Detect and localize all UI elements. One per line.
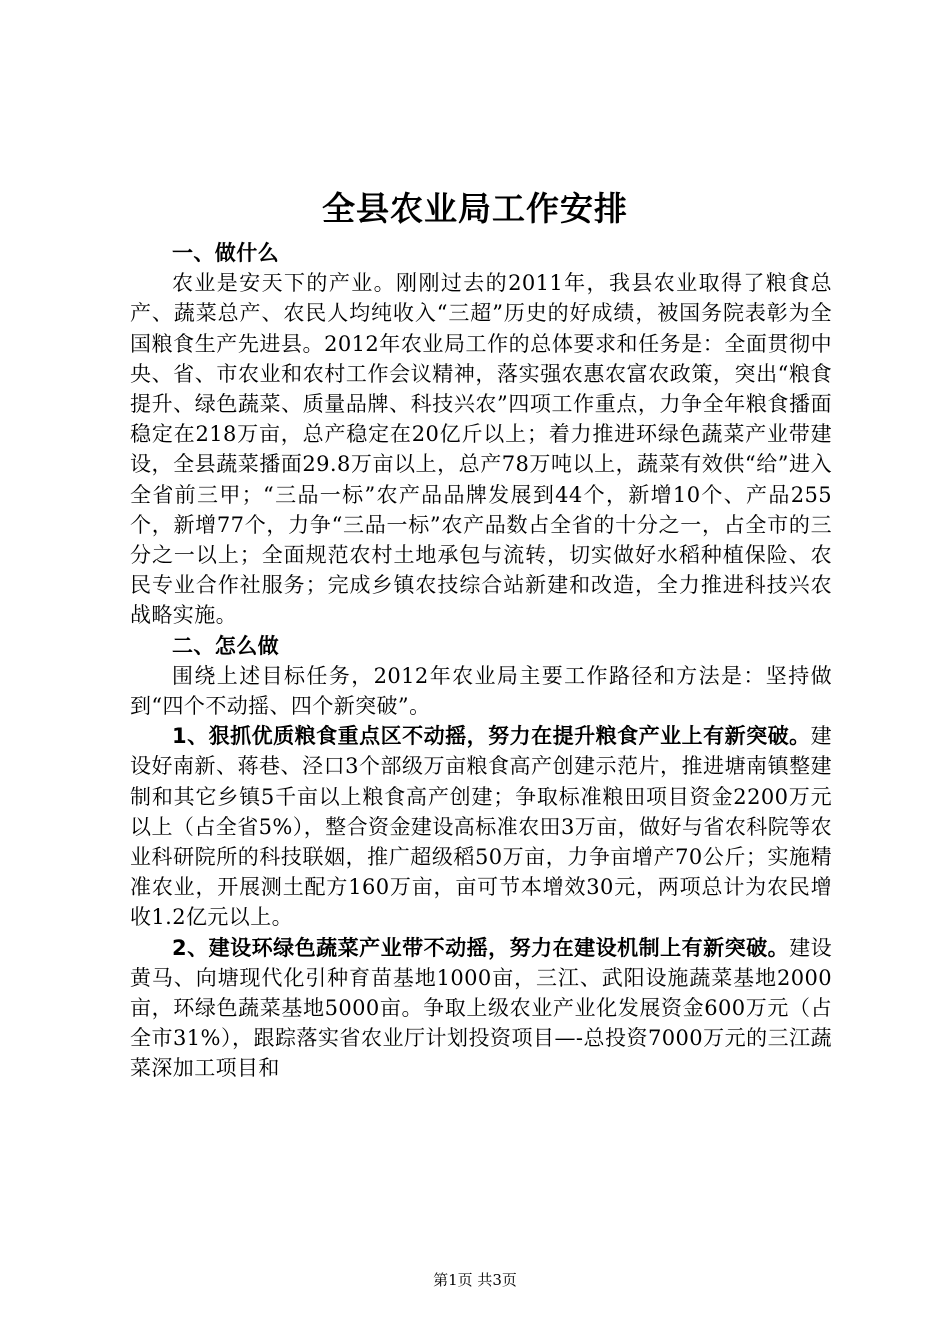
item-lead: 1、狠抓优质粮食重点区不动摇，努力在提升粮食产业上有新突破。 [172,724,811,749]
section-paragraph: 农业是安天下的产业。刚刚过去的2011年，我县农业取得了粮食总产、蔬菜总产、农民人均纯收入“三超”历史的好成绩，被国务院表彰为全国粮食生产先进县。2012年农业局工作的总体要求和任务是：全面贯彻中央、省、市农业和农村工作会议精神，落实强农惠农富农政策，突出“粮食提升、绿色蔬菜、质量品牌、科技兴农”四项工作重点，力争全年粮食播面稳定在218万亩，总产稳定在20亿斤以上；着力推进环绿色蔬菜产业带建设，全县蔬菜播面29.8万亩以上，总产78万吨以上，蔬菜有效供“给”进入全省前三甲；“三品一标”农产品品牌发展到44个，新增10个、产品255个，新增77个，力争“三品一标”农产品数占全省的十分之一，占全市的三分之一以上；全面规范农村土地承包与流转，切实做好水稻种植保险、农民专业合作社服务；完成乡镇农技综合站新建和改造，全力推进科技兴农战略实施。 [130,271,832,628]
section-paragraph: 围绕上述目标任务，2012年农业局主要工作路径和方法是：坚持做到“四个不动摇、四个新突破”。 [130,663,832,719]
page-number-footer: 第1页 共3页 [433,1271,517,1289]
numbered-item [130,721,832,932]
numbered-item [130,933,832,1084]
document-title: 全县农业局工作安排 [322,189,628,228]
document-body [130,238,832,1084]
section-heading-what: 一、做什么 [172,241,279,265]
item-text: 建设好南新、蒋巷、泾口3个部级万亩粮食高产创建示范片，推进塘南镇整建制和其它乡镇5千亩以上粮食高产创建；争取标准粮田项目资金2200万元以上（占全省5%），整合资金建设高标准农田3万亩，做好与省农科院等农业科研院所的科技联姻，推广超级稻50万亩，力争亩增产70公斤；实施精准农业，开展测土配方160万亩，亩可节本增效30元，两项总计为农民增收1.2亿元以上。 [130,724,832,930]
section-heading-how: 二、怎么做 [172,633,279,658]
item-lead: 2、建设环绿色蔬菜产业带不动摇，努力在建设机制上有新突破。 [172,935,790,960]
item-text: 建设黄马、向塘现代化引种育苗基地1000亩，三江、武阳设施蔬菜基地2000亩，环绿色蔬菜基地5000亩。争取上级农业产业化发展资金600万元（占全市31%），跟踪落实省农业厅计划投资项目—-总投资7000万元的三江蔬菜深加工项目和 [130,935,832,1081]
